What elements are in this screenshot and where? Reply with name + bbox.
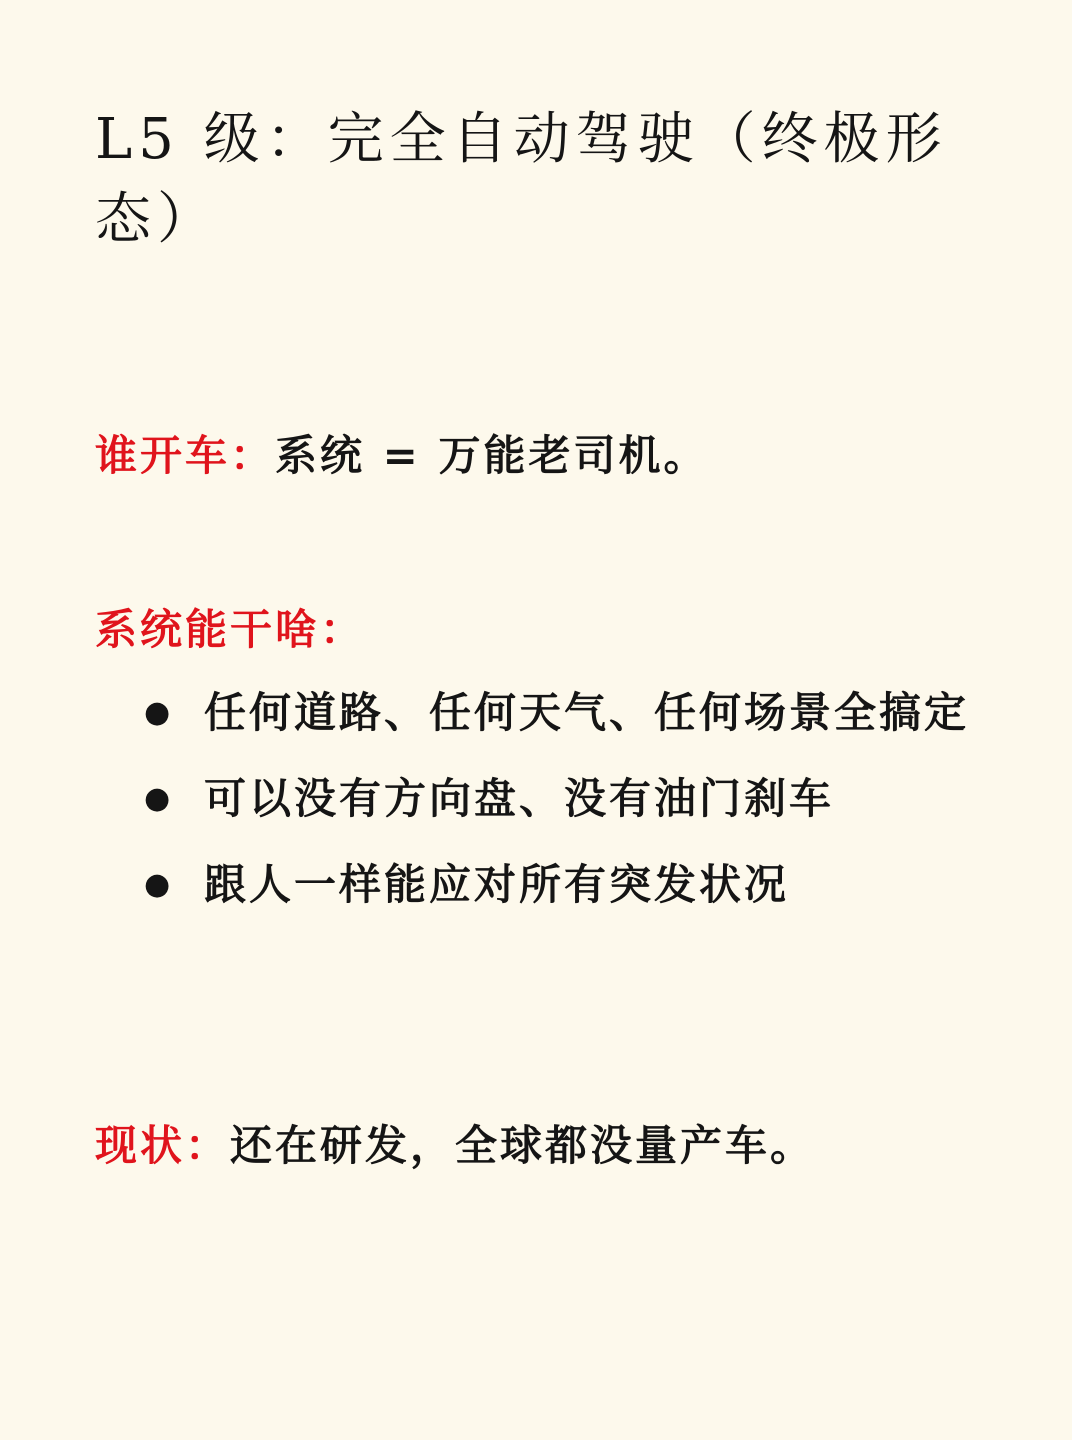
list-item-text: 任何道路、任何天气、任何场景全搞定 (204, 688, 970, 737)
capability-list (140, 670, 1000, 928)
capability-label: 系统能干啥： (95, 605, 366, 654)
driver-value: 系统 = 万能老司机。 (275, 431, 709, 480)
bullet-icon: ● (144, 867, 174, 902)
capability-heading (95, 602, 365, 658)
list-item (140, 842, 1000, 928)
list-item-text: 可以没有方向盘、没有油门刹车 (204, 774, 835, 823)
status-label: 现状： (95, 1121, 231, 1170)
status-value: 还在研发，全球都没量产车。 (230, 1121, 816, 1170)
list-item (140, 670, 1000, 756)
bullet-icon: ● (144, 781, 174, 816)
status-line (95, 1118, 815, 1174)
driver-line (95, 428, 708, 484)
list-item (140, 756, 1000, 842)
page-title: L5 级：完全自动驾驶（终极形态） (95, 107, 948, 252)
driver-label: 谁开车： (95, 431, 276, 480)
list-item-text: 跟人一样能应对所有突发状况 (204, 860, 790, 909)
bullet-icon: ● (144, 695, 174, 730)
